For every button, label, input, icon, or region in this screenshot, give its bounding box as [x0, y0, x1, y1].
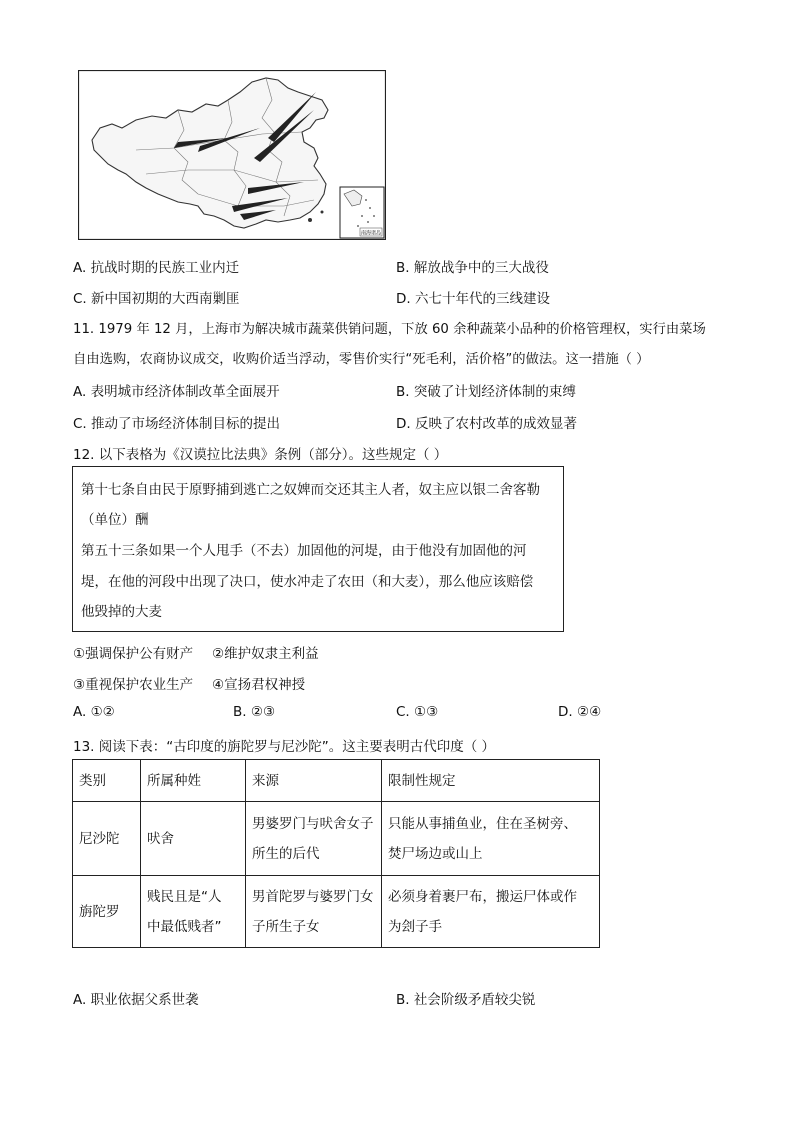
q12-option-d[interactable]: D. ②④ — [558, 704, 602, 720]
inset-label: 南海诸岛 — [360, 230, 382, 237]
q12-box-line3: 第五十三条如果一个人甩手（不去）加固他的河堤，由于他没有加固他的河 — [81, 543, 527, 559]
q13-table — [72, 759, 600, 948]
table-header-cell: 所属种姓 — [141, 760, 246, 802]
south-china-sea-inset — [340, 187, 384, 238]
table-cell: 必须身着裹尸布，搬运尸体或作 为刽子手 — [382, 876, 600, 948]
q12-stem: 12. 以下表格为《汉谟拉比法典》条例（部分）。这些规定（ ） — [73, 447, 448, 463]
q12-source-box — [72, 466, 564, 632]
q11-stem-line2: 自由选购，农商协议成交，收购价适当浮动，零售价实行“死毛利，活价格”的做法。这一措施（ ） — [73, 352, 650, 367]
q12-statement-2: ②维护奴隶主利益 — [212, 646, 319, 662]
table-cell: 吠舍 — [141, 802, 246, 876]
table-header-cell: 类别 — [73, 760, 141, 802]
table-cell: 男首陀罗与婆罗门女 子所生子女 — [246, 876, 382, 948]
table-cell: 只能从事捕鱼业，住在圣树旁、 焚尸场边或山上 — [382, 802, 600, 876]
q10-option-a[interactable]: A. 抗战时期的民族工业内迁 — [73, 260, 240, 276]
table-cell: 尼沙陀 — [73, 802, 141, 876]
q12-statement-3: ③重视保护农业生产 — [73, 677, 194, 693]
q12-box-line4: 堤，在他的河段中出现了决口，使水冲走了农田（和大麦），那么他应该赔偿 — [81, 574, 534, 590]
q12-box-line2: （单位）酬 — [81, 512, 149, 528]
q12-box-line5: 他毁掉的大麦 — [81, 604, 162, 620]
q12-option-b[interactable]: B. ②③ — [233, 704, 276, 720]
china-map-figure — [78, 70, 386, 240]
q13-option-b[interactable]: B. 社会阶级矛盾较尖锐 — [396, 992, 536, 1008]
table-header-row — [73, 760, 600, 802]
table-cell: 旃陀罗 — [73, 876, 141, 948]
q11-option-c[interactable]: C. 推动了市场经济体制目标的提出 — [73, 416, 281, 432]
q12-box-line1: 第十七条自由民于原野捕到逃亡之奴婢而交还其主人者，奴主应以银二舍客勒 — [81, 482, 540, 498]
table-cell: 男婆罗门与吠舍女子 所生的后代 — [246, 802, 382, 876]
table-row — [73, 876, 600, 948]
table-header-cell: 限制性规定 — [382, 760, 600, 802]
q13-stem: 13. 阅读下表：“古印度的旃陀罗与尼沙陀”。这主要表明古代印度（ ） — [73, 739, 496, 755]
q11-option-a[interactable]: A. 表明城市经济体制改革全面展开 — [73, 384, 280, 400]
q10-option-b[interactable]: B. 解放战争中的三大战役 — [396, 260, 549, 276]
q12-statement-4: ④宣扬君权神授 — [212, 677, 306, 693]
q10-option-c[interactable]: C. 新中国初期的大西南剿匪 — [73, 291, 240, 307]
table-row — [73, 802, 600, 876]
q13-option-a[interactable]: A. 职业依据父系世袭 — [73, 992, 199, 1008]
q11-option-d[interactable]: D. 反映了农村改革的成效显著 — [396, 416, 577, 432]
q12-option-a[interactable]: A. ①② — [73, 704, 115, 720]
q12-statement-1: ①强调保护公有财产 — [73, 646, 194, 662]
q12-option-c[interactable]: C. ①③ — [396, 704, 439, 720]
q11-option-b[interactable]: B. 突破了计划经济体制的束缚 — [396, 384, 576, 400]
q11-stem-line1: 11. 1979 年 12 月，上海市为解决城市蔬菜供销问题，下放 60 余种蔬菜小品种的价格管理权，实行由菜场 — [73, 322, 706, 337]
q10-option-d[interactable]: D. 六七十年代的三线建设 — [396, 291, 550, 307]
table-cell: 贱民且是“人 中最低贱者” — [141, 876, 246, 948]
table-header-cell: 来源 — [246, 760, 382, 802]
